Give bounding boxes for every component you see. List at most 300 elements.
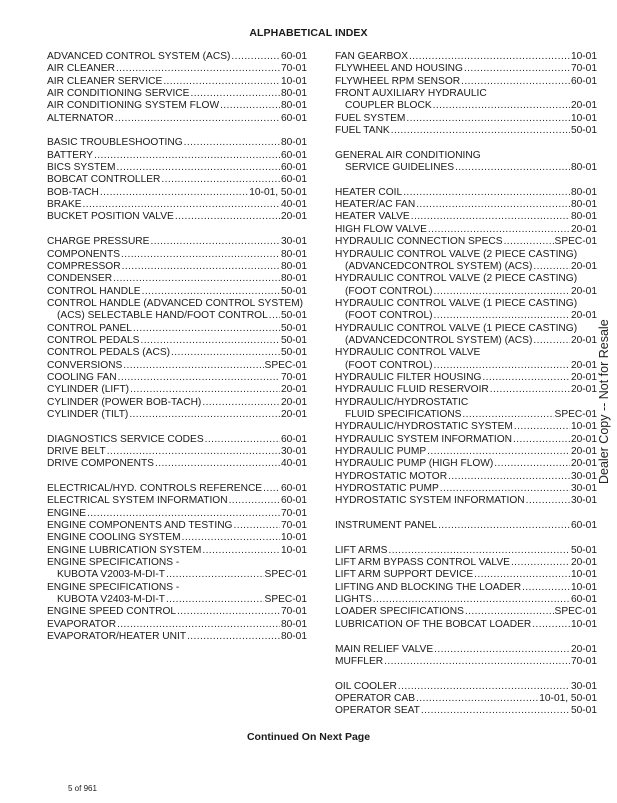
dot-leader — [434, 360, 570, 372]
index-entry-page[interactable]: 80-01 — [280, 137, 307, 149]
index-entry-label: OPERATOR SEAT — [335, 705, 420, 717]
index-entry-page[interactable]: 30-01 — [570, 483, 597, 495]
index-entry-page[interactable]: 50-01 — [280, 285, 307, 297]
index-entry-label: HEATER VALVE — [335, 211, 410, 223]
index-entry-page[interactable]: 20-01 — [280, 396, 307, 408]
index-entry-page[interactable]: 20-01 — [570, 359, 597, 371]
index-entry-label: FAN GEARBOX — [335, 51, 409, 62]
index-entry-page[interactable]: 80-01 — [280, 618, 307, 630]
index-entry[interactable] — [47, 347, 307, 359]
dot-leader — [511, 557, 570, 569]
index-entry-label: FLYWHEEL AND HOUSING — [335, 63, 463, 75]
index-entry[interactable] — [47, 286, 307, 298]
index-entry[interactable] — [47, 360, 307, 372]
index-entry[interactable] — [335, 224, 597, 236]
index-entry-label: ENGINE COOLING SYSTEM — [47, 532, 181, 544]
dot-leader — [421, 705, 570, 717]
index-entry[interactable] — [335, 273, 597, 285]
index-entry[interactable] — [335, 187, 597, 199]
index-entry[interactable] — [47, 150, 307, 162]
index-entry-page[interactable]: 20-01 — [280, 408, 307, 420]
index-entry-label: ENGINE SPEED CONTROL — [47, 606, 177, 618]
index-entry-page[interactable]: 10-01 — [570, 569, 597, 581]
index-entry[interactable] — [47, 137, 307, 149]
page-counter: 5 of 961 — [68, 784, 97, 793]
index-entry[interactable] — [47, 298, 307, 310]
index-entry-label: LUBRICATION OF THE BOBCAT LOADER — [335, 618, 532, 630]
index-entry-label: CONTROL HANDLE — [47, 285, 141, 297]
index-spacer — [47, 471, 307, 483]
index-entry[interactable] — [47, 458, 307, 470]
index-entry[interactable] — [335, 483, 597, 495]
index-entry-page[interactable]: 70-01 — [280, 371, 307, 383]
index-entry[interactable] — [47, 582, 307, 594]
dot-leader — [438, 520, 570, 532]
index-entry[interactable] — [47, 495, 307, 507]
index-entry[interactable] — [335, 681, 597, 693]
index-entry[interactable] — [335, 372, 597, 384]
index-entry[interactable] — [335, 705, 597, 717]
index-entry-page[interactable]: 60-01 — [280, 433, 307, 445]
index-entry-page[interactable]: 30-01 — [280, 236, 307, 248]
index-entry-page[interactable]: 80-01 — [280, 248, 307, 260]
index-entry-label: LIGHTS — [335, 594, 372, 606]
index-entry-page[interactable]: 60-01 — [570, 520, 597, 532]
index-entry[interactable] — [335, 347, 597, 359]
index-entry[interactable] — [335, 360, 597, 372]
index-entry[interactable] — [47, 76, 307, 88]
index-entry-page[interactable]: 70-01 — [280, 507, 307, 519]
index-entry-label: ENGINE SPECIFICATIONS - — [47, 581, 180, 593]
index-entry-page[interactable]: SPEC-01 — [264, 359, 307, 371]
index-entry-label: HYDRAULIC CONTROL VALVE (2 PIECE CASTING) — [335, 248, 578, 260]
index-entry[interactable] — [47, 409, 307, 421]
index-entry[interactable] — [335, 582, 597, 594]
index-entry-page[interactable]: 20-01 — [570, 310, 597, 322]
index-entry-label: OIL COOLER — [335, 680, 397, 692]
dot-leader — [533, 335, 570, 347]
index-entry-label: CONTROL PEDALS (ACS) — [47, 347, 171, 359]
index-entry-page[interactable]: 70-01 — [280, 63, 307, 75]
index-entry-page[interactable]: 50-01 — [280, 334, 307, 346]
index-entry-label: FRONT AUXILIARY HYDRAULIC — [335, 88, 487, 100]
index-entry-label: ENGINE LUBRICATION SYSTEM — [47, 544, 202, 556]
index-entry-page[interactable]: SPEC-01 — [554, 408, 597, 420]
dot-leader — [161, 174, 280, 186]
index-entry[interactable] — [335, 619, 597, 631]
index-entry[interactable] — [47, 51, 307, 63]
index-entry-page[interactable]: 20-01 — [570, 334, 597, 346]
index-entry-page[interactable]: SPEC-01 — [264, 569, 307, 581]
index-entry[interactable] — [47, 594, 307, 606]
dot-leader — [416, 693, 538, 705]
dot-leader — [427, 446, 570, 458]
index-entry-label: HYDRAULIC/HYDROSTATIC SYSTEM — [335, 421, 513, 433]
index-entry-label: HYDRAULIC CONNECTION SPECS — [335, 236, 503, 248]
index-entry[interactable] — [335, 434, 597, 446]
index-entry-page[interactable]: 20-01 — [570, 285, 597, 297]
index-entry-page[interactable]: 50-01 — [280, 347, 307, 359]
dot-leader — [133, 323, 280, 335]
index-entry-page[interactable]: 20-01 — [570, 371, 597, 383]
dot-leader — [428, 224, 570, 236]
index-entry[interactable] — [335, 569, 597, 581]
index-entry-page[interactable]: SPEC-01 — [554, 606, 597, 618]
index-entry-label: KUBOTA V2403-M-DI-T — [57, 594, 165, 606]
index-entry[interactable] — [335, 88, 597, 100]
index-entry-page[interactable]: 80-01 — [280, 631, 307, 643]
index-entry-label: HYDRAULIC CONTROL VALVE — [335, 347, 481, 359]
index-entry[interactable] — [335, 249, 597, 261]
index-entry-page[interactable]: 80-01 — [570, 211, 597, 223]
dot-leader — [166, 594, 264, 606]
index-entry-label: FUEL TANK — [335, 125, 390, 137]
index-column-right — [335, 51, 597, 718]
index-entry-label: BICS SYSTEM — [47, 162, 116, 174]
index-entry-page[interactable]: 50-01 — [280, 310, 307, 322]
index-entry[interactable] — [335, 656, 597, 668]
index-entry[interactable] — [335, 606, 597, 618]
index-entry[interactable] — [47, 434, 307, 446]
index-entry[interactable] — [335, 298, 597, 310]
index-entry[interactable] — [335, 63, 597, 75]
dot-leader — [269, 310, 280, 322]
index-spacer — [335, 137, 597, 149]
index-spacer — [335, 668, 597, 680]
index-entry-label: FLYWHEEL RPM SENSOR — [335, 75, 461, 87]
dot-leader — [433, 100, 570, 112]
index-spacer — [47, 421, 307, 433]
dot-leader — [462, 409, 553, 421]
index-entry-label: GENERAL AIR CONDITIONING — [335, 149, 481, 161]
dot-leader — [522, 582, 570, 594]
dot-leader — [150, 236, 279, 248]
index-entry[interactable] — [47, 174, 307, 186]
page-title: ALPHABETICAL INDEX — [249, 27, 368, 39]
index-entry-page[interactable]: 20-01 — [570, 643, 597, 655]
dot-leader — [513, 434, 570, 446]
index-entry[interactable] — [47, 88, 307, 100]
index-entry-page[interactable]: 80-01 — [280, 100, 307, 112]
dot-leader — [122, 261, 280, 273]
index-entry[interactable] — [335, 644, 597, 656]
index-entry[interactable] — [335, 335, 597, 347]
index-entry[interactable] — [47, 113, 307, 125]
index-entry[interactable] — [335, 150, 597, 162]
index-entry-label: HYDROSTATIC SYSTEM INFORMATION — [335, 495, 525, 507]
index-entry-page[interactable]: SPEC-01 — [554, 236, 597, 248]
index-entry-label: AIR CONDITIONING SYSTEM FLOW — [47, 100, 220, 112]
index-entry[interactable] — [47, 187, 307, 199]
index-entry[interactable] — [335, 397, 597, 409]
index-entry[interactable] — [335, 409, 597, 421]
index-entry-page[interactable]: 60-01 — [280, 483, 307, 495]
index-entry[interactable] — [335, 113, 597, 125]
index-entry-label: HYDRAULIC FILTER HOUSING — [335, 371, 482, 383]
index-entry-label: CONTROL PANEL — [47, 322, 132, 334]
index-entry[interactable] — [47, 100, 307, 112]
index-entry[interactable] — [47, 372, 307, 384]
index-entry-label: (ACS) SELECTABLE HAND/FOOT CONTROL — [57, 310, 268, 322]
index-entry[interactable] — [335, 261, 597, 273]
index-entry-label: HYDROSTATIC MOTOR — [335, 470, 448, 482]
index-entry[interactable] — [47, 631, 307, 643]
index-entry[interactable] — [335, 125, 597, 137]
index-entry-label: LOADER SPECIFICATIONS — [335, 606, 464, 618]
index-entry-page[interactable]: 60-01 — [280, 495, 307, 507]
index-entry-page[interactable]: 20-01 — [570, 446, 597, 457]
dot-leader — [434, 310, 570, 322]
index-entry-page[interactable]: 50-01 — [280, 322, 307, 334]
index-entry-page[interactable]: 10-01 — [570, 618, 597, 630]
dot-leader — [373, 594, 570, 606]
index-entry[interactable] — [335, 286, 597, 298]
index-entry[interactable] — [47, 335, 307, 347]
index-entry-page[interactable]: 80-01 — [280, 273, 307, 285]
index-entry-page[interactable]: 70-01 — [570, 63, 597, 75]
index-entry[interactable] — [335, 310, 597, 322]
dot-leader — [94, 150, 280, 162]
dot-leader — [121, 249, 280, 261]
dot-leader — [391, 125, 570, 137]
index-entry[interactable] — [47, 532, 307, 544]
index-entry-label: BUCKET POSITION VALVE — [47, 211, 174, 223]
dot-leader — [83, 199, 280, 211]
index-entry[interactable] — [47, 261, 307, 273]
index-entry[interactable] — [47, 483, 307, 495]
index-entry[interactable] — [47, 273, 307, 285]
dot-leader — [220, 100, 280, 112]
index-entry-label: BASIC TROUBLESHOOTING — [47, 137, 183, 149]
dot-leader — [409, 51, 570, 63]
index-entry-label: (FOOT CONTROL) — [345, 359, 433, 371]
index-entry-page[interactable]: 40-01 — [280, 458, 307, 470]
index-entry-page[interactable]: 50-01 — [570, 125, 597, 137]
index-entry-label: LIFT ARM SUPPORT DEVICE — [335, 569, 474, 581]
index-entry-label: CHARGE PRESSURE — [47, 236, 150, 248]
index-entry-page[interactable]: 60-01 — [280, 112, 307, 124]
dot-leader — [118, 372, 280, 384]
index-entry[interactable] — [47, 199, 307, 211]
index-entry[interactable] — [335, 471, 597, 483]
index-entry-page[interactable]: 30-01 — [570, 680, 597, 692]
index-entry-label: HYDRAULIC CONTROL VALVE (2 PIECE CASTING) — [335, 273, 578, 285]
index-spacer — [335, 532, 597, 544]
dot-leader — [142, 286, 280, 298]
index-entry-page[interactable]: 50-01 — [570, 705, 597, 717]
index-entry-page[interactable]: 70-01 — [570, 655, 597, 667]
index-entry[interactable] — [47, 619, 307, 631]
index-entry[interactable] — [335, 51, 597, 63]
dot-leader — [416, 199, 570, 211]
index-entry-label: HYDRAULIC SYSTEM INFORMATION — [335, 433, 512, 445]
index-entry-page[interactable]: 10-01 — [570, 421, 597, 433]
index-entry-page[interactable]: 60-01 — [570, 75, 597, 87]
index-spacer — [335, 508, 597, 520]
index-entry-page[interactable]: 20-01 — [570, 557, 597, 569]
index-entry[interactable] — [335, 594, 597, 606]
index-spacer — [335, 174, 597, 186]
index-entry[interactable] — [335, 495, 597, 507]
index-entry-page[interactable]: 60-01 — [570, 594, 597, 606]
dot-leader — [231, 51, 280, 63]
index-entry-label: CONDENSER — [47, 273, 113, 285]
index-entry[interactable] — [335, 323, 597, 335]
index-entry[interactable] — [335, 199, 597, 211]
index-entry-page[interactable]: 10-01 — [280, 544, 307, 556]
index-entry-page[interactable]: 10-01 — [570, 51, 597, 62]
index-entry[interactable] — [47, 446, 307, 458]
index-entry-page[interactable]: 20-01 — [570, 100, 597, 112]
index-entry-page[interactable]: 80-01 — [280, 260, 307, 272]
dot-leader — [202, 397, 280, 409]
dot-leader — [202, 545, 280, 557]
index-entry-label: OPERATOR CAB — [335, 692, 416, 704]
dot-leader — [166, 569, 264, 581]
index-entry-label: FUEL SYSTEM — [335, 112, 406, 124]
index-entry-label: (FOOT CONTROL) — [345, 310, 433, 322]
index-entry-page[interactable]: 80-01 — [570, 186, 597, 198]
index-entry[interactable] — [335, 236, 597, 248]
index-entry-page[interactable]: 10-01 — [280, 75, 307, 87]
dot-leader — [155, 458, 280, 470]
index-entry-label: (FOOT CONTROL) — [345, 285, 433, 297]
index-entry[interactable] — [47, 323, 307, 335]
index-entry[interactable] — [47, 520, 307, 532]
index-entry-label: HYDRAULIC/HYDROSTATIC — [335, 396, 469, 408]
index-entry[interactable] — [335, 545, 597, 557]
index-entry[interactable] — [335, 162, 597, 174]
dot-leader — [494, 458, 570, 470]
index-entry-page[interactable]: 20-01 — [570, 384, 597, 396]
index-entry-page[interactable]: 70-01 — [280, 520, 307, 532]
index-entry[interactable] — [335, 693, 597, 705]
index-entry[interactable] — [47, 310, 307, 322]
dot-leader — [440, 483, 570, 495]
index-entry[interactable] — [47, 569, 307, 581]
index-entry-page[interactable]: 50-01 — [570, 544, 597, 556]
dot-leader — [177, 606, 280, 618]
index-entry[interactable] — [335, 421, 597, 433]
index-entry-page[interactable]: 60-01 — [280, 174, 307, 186]
index-entry-label: ALTERNATOR — [47, 112, 114, 124]
index-entry[interactable] — [47, 557, 307, 569]
index-entry-page[interactable]: 20-01 — [570, 458, 597, 470]
index-entry-label: BOB-TACH — [47, 186, 99, 198]
index-entry-label: (ADVANCEDCONTROL SYSTEM) (ACS) — [345, 334, 533, 346]
dot-leader — [117, 162, 280, 174]
index-entry-label: DRIVE BELT — [47, 446, 106, 457]
index-entry[interactable] — [47, 249, 307, 261]
index-entry[interactable] — [47, 211, 307, 223]
index-entry[interactable] — [335, 384, 597, 396]
index-entry-label: HYDROSTATIC PUMP — [335, 483, 439, 495]
dot-leader — [403, 187, 570, 199]
index-entry[interactable] — [335, 458, 597, 470]
index-entry-label: EVAPORATOR/HEATER UNIT — [47, 631, 187, 643]
index-entry[interactable] — [47, 236, 307, 248]
index-entry-page[interactable]: 80-01 — [570, 162, 597, 174]
index-entry-label: COUPLER BLOCK — [345, 100, 432, 112]
dot-leader — [398, 681, 570, 693]
index-entry[interactable] — [47, 508, 307, 520]
index-entry-page[interactable]: 10-01, 50-01 — [249, 186, 307, 198]
index-entry[interactable] — [47, 606, 307, 618]
dot-leader — [514, 421, 570, 433]
index-entry[interactable] — [335, 557, 597, 569]
index-entry-page[interactable]: 80-01 — [570, 199, 597, 211]
index-entry[interactable] — [335, 211, 597, 223]
index-entry-label: AIR CLEANER — [47, 63, 115, 75]
index-entry-label: DRIVE COMPONENTS — [47, 458, 154, 470]
index-entry-label: KUBOTA V2003-M-DI-T — [57, 569, 165, 581]
index-entry-label: BOBCAT CONTROLLER — [47, 174, 161, 186]
index-entry-page[interactable]: 10-01, 50-01 — [539, 692, 597, 704]
index-entry-page[interactable]: 60-01 — [280, 51, 307, 62]
index-entry-label: BATTERY — [47, 149, 94, 161]
dot-leader — [129, 409, 280, 421]
dot-leader — [187, 631, 280, 643]
index-entry-page[interactable]: 20-01 — [570, 260, 597, 272]
index-entry-page[interactable]: 20-01 — [570, 433, 597, 445]
dot-leader — [190, 88, 279, 100]
index-entry-page[interactable]: 40-01 — [280, 199, 307, 211]
index-entry-label: CONVERSIONS — [47, 359, 123, 371]
index-entry-label: MUFFLER — [335, 655, 384, 667]
index-entry-page[interactable]: 20-01 — [280, 211, 307, 223]
index-entry-page[interactable]: 20-01 — [280, 384, 307, 396]
index-entry[interactable] — [335, 100, 597, 112]
index-entry-page[interactable]: 60-01 — [280, 162, 307, 174]
index-entry-page[interactable]: 30-01 — [280, 446, 307, 457]
dot-leader — [461, 76, 570, 88]
index-column-left — [47, 51, 307, 644]
dot-leader — [184, 137, 280, 149]
index-entry-page[interactable]: 10-01 — [280, 532, 307, 544]
index-entry[interactable] — [47, 63, 307, 75]
index-entry[interactable] — [47, 384, 307, 396]
index-entry-label: AIR CONDITIONING SERVICE — [47, 88, 190, 100]
dot-leader — [482, 372, 570, 384]
watermark: Dealer Copy -- Not for Resale — [597, 319, 611, 484]
index-entry[interactable] — [47, 397, 307, 409]
index-entry-page[interactable]: 80-01 — [280, 88, 307, 100]
index-entry-page[interactable]: 70-01 — [280, 606, 307, 618]
index-entry-label: CYLINDER (LIFT) — [47, 384, 130, 396]
dot-leader — [388, 545, 569, 557]
dot-leader — [465, 606, 554, 618]
index-entry-page[interactable]: 20-01 — [570, 223, 597, 235]
dot-leader — [171, 347, 280, 359]
dot-leader — [205, 434, 280, 446]
dot-leader — [434, 286, 570, 298]
dot-leader — [464, 63, 570, 75]
index-entry[interactable] — [47, 162, 307, 174]
index-entry-page[interactable]: 30-01 — [570, 495, 597, 507]
index-entry[interactable] — [47, 545, 307, 557]
index-entry-label: LIFT ARM BYPASS CONTROL VALVE — [335, 557, 510, 569]
index-entry[interactable] — [335, 520, 597, 532]
index-entry-page[interactable]: 10-01 — [570, 581, 597, 593]
index-spacer — [47, 125, 307, 137]
index-entry-page[interactable]: 60-01 — [280, 149, 307, 161]
index-entry[interactable] — [335, 76, 597, 88]
index-entry-page[interactable]: 30-01 — [570, 470, 597, 482]
dot-leader — [229, 495, 280, 507]
index-entry-page[interactable]: SPEC-01 — [264, 594, 307, 606]
index-entry-page[interactable]: 10-01 — [570, 112, 597, 124]
index-entry[interactable] — [335, 446, 597, 458]
